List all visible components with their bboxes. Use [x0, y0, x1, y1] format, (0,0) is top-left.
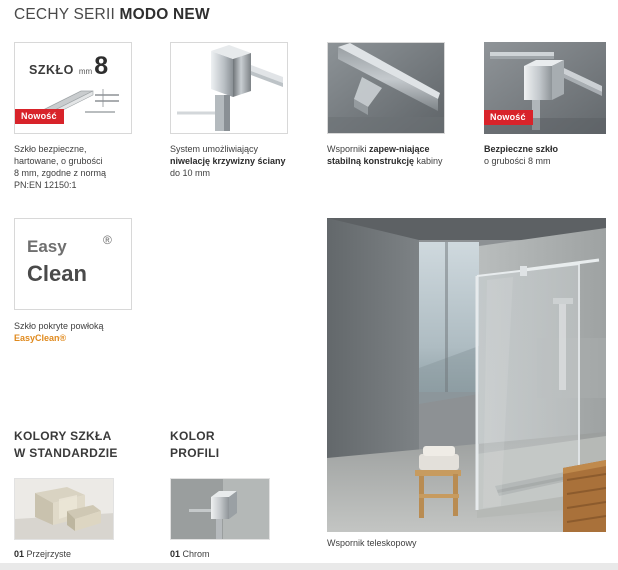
- feature-glass-thickness: [14, 42, 134, 191]
- heading-profile-color: [170, 428, 290, 462]
- clear-glass-swatch-illustration: [15, 479, 114, 540]
- easyclean-line2: Clean: [27, 261, 87, 286]
- glass-word: SZKŁO: [29, 63, 74, 77]
- heading-glass-colors-line2: W STANDARDZIE: [14, 446, 118, 460]
- feature-wall-profile-caption: [170, 143, 290, 179]
- feature-glass-thickness-image: [14, 42, 132, 134]
- feature-safe-glass-caption: [484, 143, 606, 167]
- caption-pre: Wsporniki: [327, 144, 370, 154]
- caption-post: kabiny: [414, 156, 443, 166]
- page-title: [14, 6, 210, 24]
- profile-color-code: 01: [170, 549, 181, 559]
- profile-color-name: Chrom: [182, 549, 210, 559]
- bottom-divider: [0, 563, 618, 570]
- glass-color-swatch: [14, 478, 114, 540]
- easyclean-caption: [14, 320, 154, 344]
- easyclean-registered: ®: [103, 233, 112, 247]
- easyclean-caption-text: Szkło pokryte powłoką: [14, 321, 104, 331]
- badge-new-2: Nowość: [484, 110, 533, 125]
- feature-wall-profile: [170, 42, 290, 179]
- caption-line: PN:EN 12150:1: [14, 180, 77, 190]
- feature-safe-glass: [484, 42, 606, 167]
- feature-wall-profile-image: [170, 42, 288, 134]
- caption-line: hartowane, o grubości: [14, 156, 103, 166]
- page-title-strong: MODO NEW: [119, 6, 210, 23]
- glass-color-name: Przejrzyste: [26, 549, 72, 559]
- feature-support-bar: [327, 42, 447, 167]
- easyclean-brand: EasyClean®: [14, 333, 67, 343]
- profile-color-swatch: [170, 478, 270, 540]
- caption-line: Szkło bezpieczne,: [14, 144, 87, 154]
- heading-profile-color-line2: PROFILI: [170, 446, 220, 460]
- shower-photo-illustration: [327, 218, 606, 532]
- glass-number: 8: [94, 52, 109, 80]
- page-title-plain: CECHY SERII: [14, 6, 120, 23]
- feature-safe-glass-image: [484, 42, 606, 134]
- easyclean-logo-box: [14, 218, 132, 310]
- heading-glass-colors-line1: KOLORY SZKŁA: [14, 429, 112, 443]
- caption-line: 8 mm, zgodne z normą: [14, 168, 107, 178]
- caption-bold: Bezpieczne szkło: [484, 144, 559, 154]
- glass-color-code: 01: [14, 549, 25, 559]
- feature-glass-thickness-caption: [14, 143, 134, 191]
- easyclean-line1: Easy: [27, 237, 67, 256]
- caption-bold: niwelację krzywizny ściany: [170, 156, 286, 166]
- caption-bold: zapew-niające stabilną konstrukcję: [327, 144, 430, 166]
- chrome-profile-swatch-illustration: [171, 479, 270, 540]
- glass-unit: mm: [78, 67, 93, 76]
- support-bar-illustration: [328, 43, 445, 134]
- glass-color-swatch-label: [14, 549, 71, 559]
- caption-post: o grubości 8 mm: [484, 156, 551, 166]
- glass-thickness-graphic: [29, 52, 109, 80]
- badge-new-1: Nowość: [15, 109, 64, 124]
- feature-support-bar-caption: [327, 143, 447, 167]
- shower-photo: [327, 218, 606, 532]
- feature-support-bar-image: [327, 42, 445, 134]
- heading-glass-colors: [14, 428, 164, 462]
- heading-profile-color-line1: KOLOR: [170, 429, 215, 443]
- shower-photo-caption: Wspornik teleskopowy: [327, 538, 417, 548]
- profile-color-swatch-label: [170, 549, 210, 559]
- caption-post: do 10 mm: [170, 168, 211, 178]
- caption-pre: System umożliwiający: [170, 144, 259, 154]
- wall-profile-illustration: [171, 43, 288, 134]
